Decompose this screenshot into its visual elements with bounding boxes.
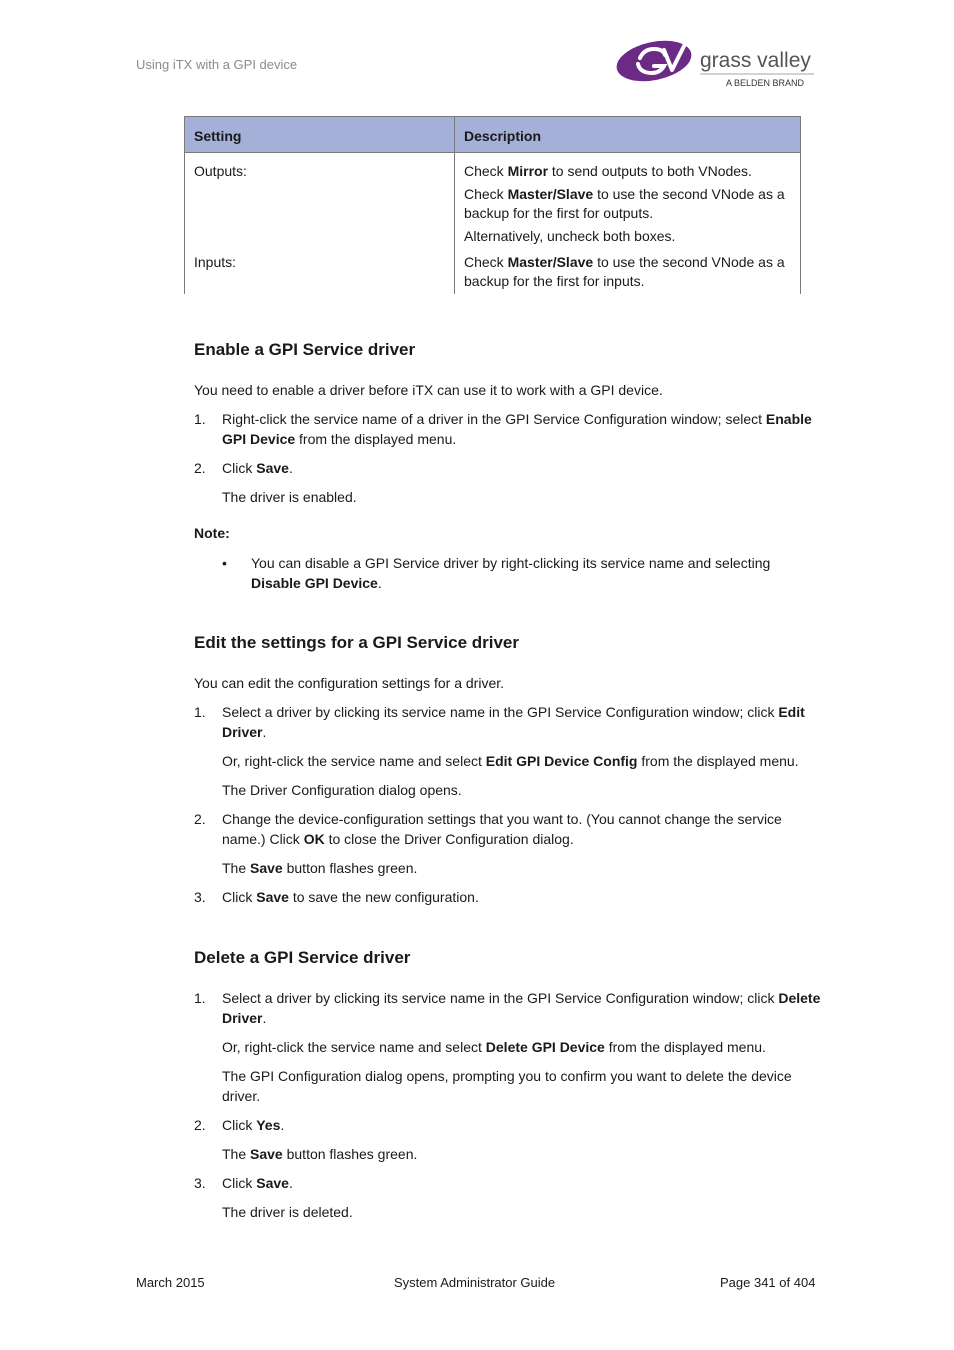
edit-intro: You can edit the configuration settings for a driver. bbox=[194, 675, 505, 691]
grass-valley-logo bbox=[614, 36, 816, 90]
note-label: Note: bbox=[194, 525, 230, 541]
bullet-icon: • bbox=[222, 555, 227, 571]
edit-step-3: Click Save to save the new configuration. bbox=[222, 889, 479, 905]
delete-step-1-result: The GPI Configuration dialog opens, prompting you to confirm you want to delete the device driver. bbox=[222, 1068, 792, 1104]
edit-step-1: Select a driver by clicking its service name in the GPI Service Configuration window; click Edit Driver. bbox=[222, 704, 805, 740]
step-number: 2. bbox=[194, 460, 206, 476]
step-number: 2. bbox=[194, 1117, 206, 1133]
footer-title: System Administrator Guide bbox=[394, 1275, 556, 1290]
step-number: 1. bbox=[194, 704, 206, 720]
column-header-description: Description bbox=[455, 117, 801, 153]
delete-step-1: Select a driver by clicking its service name in the GPI Service Configuration window; click Delete Driver. bbox=[222, 990, 821, 1026]
note-text: You can disable a GPI Service driver by right-clicking its service name and selecting Disable GPI Device. bbox=[251, 555, 771, 591]
description-line: Alternatively, uncheck both boxes. bbox=[464, 228, 676, 244]
setting-cell: Inputs: bbox=[194, 254, 237, 270]
table-row bbox=[185, 153, 801, 247]
edit-step-1-alt: Or, right-click the service name and select Edit GPI Device Config from the displayed menu. bbox=[222, 753, 799, 769]
step-number: 1. bbox=[194, 411, 206, 427]
delete-step-1-alt: Or, right-click the service name and select Delete GPI Device from the displayed menu. bbox=[222, 1039, 766, 1055]
step-number: 1. bbox=[194, 990, 206, 1006]
setting-cell: Outputs: bbox=[194, 163, 247, 179]
step-number: 3. bbox=[194, 1175, 206, 1191]
delete-step-2: Click Yes. bbox=[222, 1117, 285, 1133]
description-line: Check Mirror to send outputs to both VNodes. bbox=[464, 163, 752, 179]
enable-intro: You need to enable a driver before iTX can use it to work with a GPI device. bbox=[194, 382, 663, 398]
delete-step-3: Click Save. bbox=[222, 1175, 293, 1191]
table-row bbox=[185, 246, 801, 294]
edit-step-2-result: The Save button flashes green. bbox=[222, 860, 418, 876]
section-heading-edit: Edit the settings for a GPI Service driver bbox=[194, 633, 519, 652]
section-heading-delete: Delete a GPI Service driver bbox=[194, 948, 411, 967]
enable-step-2: Click Save. bbox=[222, 460, 293, 476]
step-number: 3. bbox=[194, 889, 206, 905]
enable-step-1: Right-click the service name of a driver in the GPI Service Configuration window; select Enable GPI Device from the displayed menu. bbox=[222, 411, 812, 447]
edit-step-2: Change the device-configuration settings that you want to. (You cannot change the service name.) Click OK to close the Driver Configuration dialog. bbox=[222, 811, 782, 847]
section-heading-enable: Enable a GPI Service driver bbox=[194, 340, 416, 359]
column-header-setting: Setting bbox=[185, 117, 455, 153]
settings-table bbox=[184, 116, 801, 294]
delete-step-3-result: The driver is deleted. bbox=[222, 1204, 353, 1220]
footer-page-number: Page 341 of 404 bbox=[720, 1275, 816, 1290]
enable-step-2-result: The driver is enabled. bbox=[222, 489, 357, 505]
logo-subbrand: A BELDEN BRAND bbox=[726, 78, 805, 88]
step-number: 2. bbox=[194, 811, 206, 827]
delete-step-2-result: The Save button flashes green. bbox=[222, 1146, 418, 1162]
logo-wordmark: grass valley bbox=[700, 49, 811, 72]
description-line: Check Master/Slave to use the second VNode as a backup for the first for inputs. bbox=[464, 254, 785, 289]
footer-date: March 2015 bbox=[136, 1275, 205, 1290]
running-header: Using iTX with a GPI device bbox=[136, 57, 298, 72]
description-line: Check Master/Slave to use the second VNode as a backup for the first for outputs. bbox=[464, 186, 785, 221]
edit-step-1-result: The Driver Configuration dialog opens. bbox=[222, 782, 462, 798]
